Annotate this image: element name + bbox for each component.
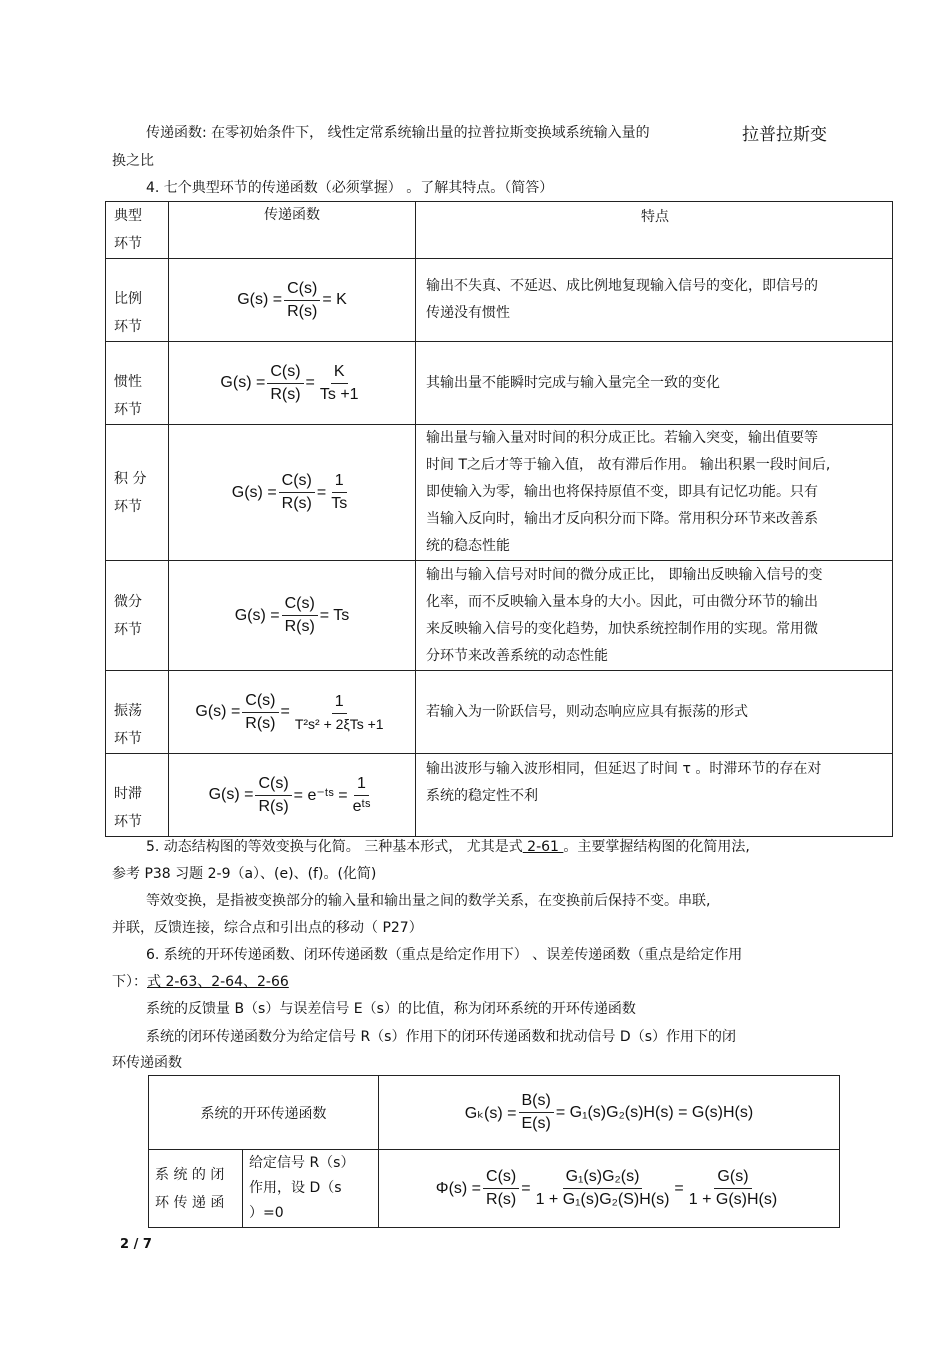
oscillation-formula: G(s) = $\frac{C(s)}{R(s)}$ = $\frac{1}{\text{T²s² + 2ξTs +1}}$ [169, 671, 416, 754]
section-6-line-3: 系统的反馈量 B（s）与误差信号 E（s）的比值，称为闭环系统的开环传递函数 [146, 1001, 636, 1017]
open-loop-formula: Gₖ(s) = $\frac{B(s)}{E(s)}$ = G₁(s)G₂(s)H(s) = G(s)H(s) [379, 1076, 840, 1150]
intro-text: 传递函数: 在零初始条件下， 线性定常系统输出量的拉普拉斯变换域系统输入量的 [146, 125, 650, 141]
section-5-line-3: 等效变换，是指被变换部分的输入量和输出量之间的数学关系，在变换前后保持不变。串联, [146, 893, 711, 909]
header-transfer-function: 传递函数 [169, 202, 416, 259]
closed-loop-formula: Φ(s) = $\frac{C(s)}{R(s)}$ = $\frac{\text{G₁(s)G₂(s)}}{\text{1 + G₁(s)G₂(S)H(s)}}$ = $\frac{G(s)}{1 + G(s)H(s)}$ [379, 1150, 840, 1228]
table-row [149, 1076, 840, 1150]
element-features: 其输出量不能瞬时完成与输入量完全一致的变化 [416, 342, 893, 425]
typical-elements-table [105, 201, 893, 837]
section-5-line-4: 并联，反馈连接，综合点和引出点的移动（ P27） [112, 920, 423, 936]
section-6-line-2: 下）：式 2-63、2-64、2-66 [112, 974, 289, 990]
element-name: 微分 环节 [106, 561, 169, 671]
element-features: 输出量与输入量对时间的积分成正比。若输入突变，输出值要等 时间 T之后才等于输入值， 故有滞后作用。 输出积累一段时间后, 即使输入为零，输出也将保持原值不变，即具有记忆功能。只有 当输入反向时，输出才反向积分而下降。常用积分环节来改善系 统的稳态性能 [416, 425, 893, 561]
delay-formula: G(s) = $\frac{C(s)}{R(s)}$ = e⁻ᵗˢ = $\frac{1}{\text{eᵗˢ}}$ [169, 754, 416, 837]
proportional-formula: G(s) = $\frac{C(s)}{R(s)}$ = K [169, 259, 416, 342]
table-row [106, 259, 893, 342]
table-row [106, 342, 893, 425]
section-6-line-5: 环传递函数 [112, 1055, 182, 1071]
element-name: 比例 环节 [106, 259, 169, 342]
header-element: 典型 环节 [106, 202, 169, 259]
header-features: 特点 [416, 202, 893, 259]
table-row [106, 671, 893, 754]
intro-line-1 [146, 122, 650, 142]
element-features: 若输入为一阶跃信号，则动态响应应具有振荡的形式 [416, 671, 893, 754]
derivative-formula: G(s) = $\frac{C(s)}{R(s)}$ = Ts [169, 561, 416, 671]
section-6-line-1: 6. 系统的开环传递函数、闭环传递函数（重点是给定作用下） 、误差传递函数（重点是给定作用 [146, 947, 743, 963]
closed-loop-label: 系 统 的 闭 环 传 递 函 [149, 1150, 243, 1228]
table-row [106, 754, 893, 837]
element-features: 输出不失真、不延迟、成比例地复现输入信号的变化，即信号的 传递没有惯性 [416, 259, 893, 342]
element-features: 输出波形与输入波形相同，但延迟了时间 τ 。时滞环节的存在对 系统的稳定性不利 [416, 754, 893, 837]
inertia-formula: G(s) = $\frac{C(s)}{R(s)}$ = $\frac{K}{Ts +1}$ [169, 342, 416, 425]
element-name: 振荡 环节 [106, 671, 169, 754]
table-header-row [106, 202, 893, 259]
formula-ref: 式 2-63、2-64、2-66 [147, 974, 289, 990]
loop-transfer-table [148, 1075, 840, 1228]
integral-formula: G(s) = $\frac{C(s)}{R(s)}$ = $\frac{1}{Ts}$ [169, 425, 416, 561]
section-6-line-4: 系统的闭环传递函数分为给定信号 R（s）作用下的闭环传递函数和扰动信号 D（s）作用下的闭 [146, 1029, 736, 1045]
page-number: 2 / 7 [120, 1237, 152, 1252]
element-name: 惯性 环节 [106, 342, 169, 425]
section-4-heading: 4. 七个典型环节的传递函数（必须掌握） 。了解其特点。（简答） [146, 180, 554, 196]
intro-line-2: 换之比 [112, 153, 154, 169]
open-loop-label: 系统的开环传递函数 [149, 1076, 379, 1150]
closed-loop-condition: 给定信号 R（s） 作用，设 D（s ）=0 [243, 1150, 379, 1228]
table-row [149, 1150, 840, 1228]
section-5-line-1: 5. 动态结构图的等效变换与化简。 三种基本形式， 尤其是式 2-61 。主要掌握结构图的化简用法, [146, 839, 750, 855]
element-name: 时滞 环节 [106, 754, 169, 837]
element-features: 输出与输入信号对时间的微分成正比， 即输出反映输入信号的变 化率，而不反映输入量本身的大小。因此，可由微分环节的输出 来反映输入信号的变化趋势，加快系统控制作用的实现。常用微 分环节来改善系统的动态性能 [416, 561, 893, 671]
formula-ref: 2-61 [522, 839, 564, 855]
table-row [106, 425, 893, 561]
element-name: 积 分 环节 [106, 425, 169, 561]
section-5-line-2: 参考 P38 习题 2-9（a）、(e)、(f)。(化简) [112, 866, 377, 882]
intro-big-text: 拉普拉斯变 [742, 125, 827, 145]
table-row [106, 561, 893, 671]
